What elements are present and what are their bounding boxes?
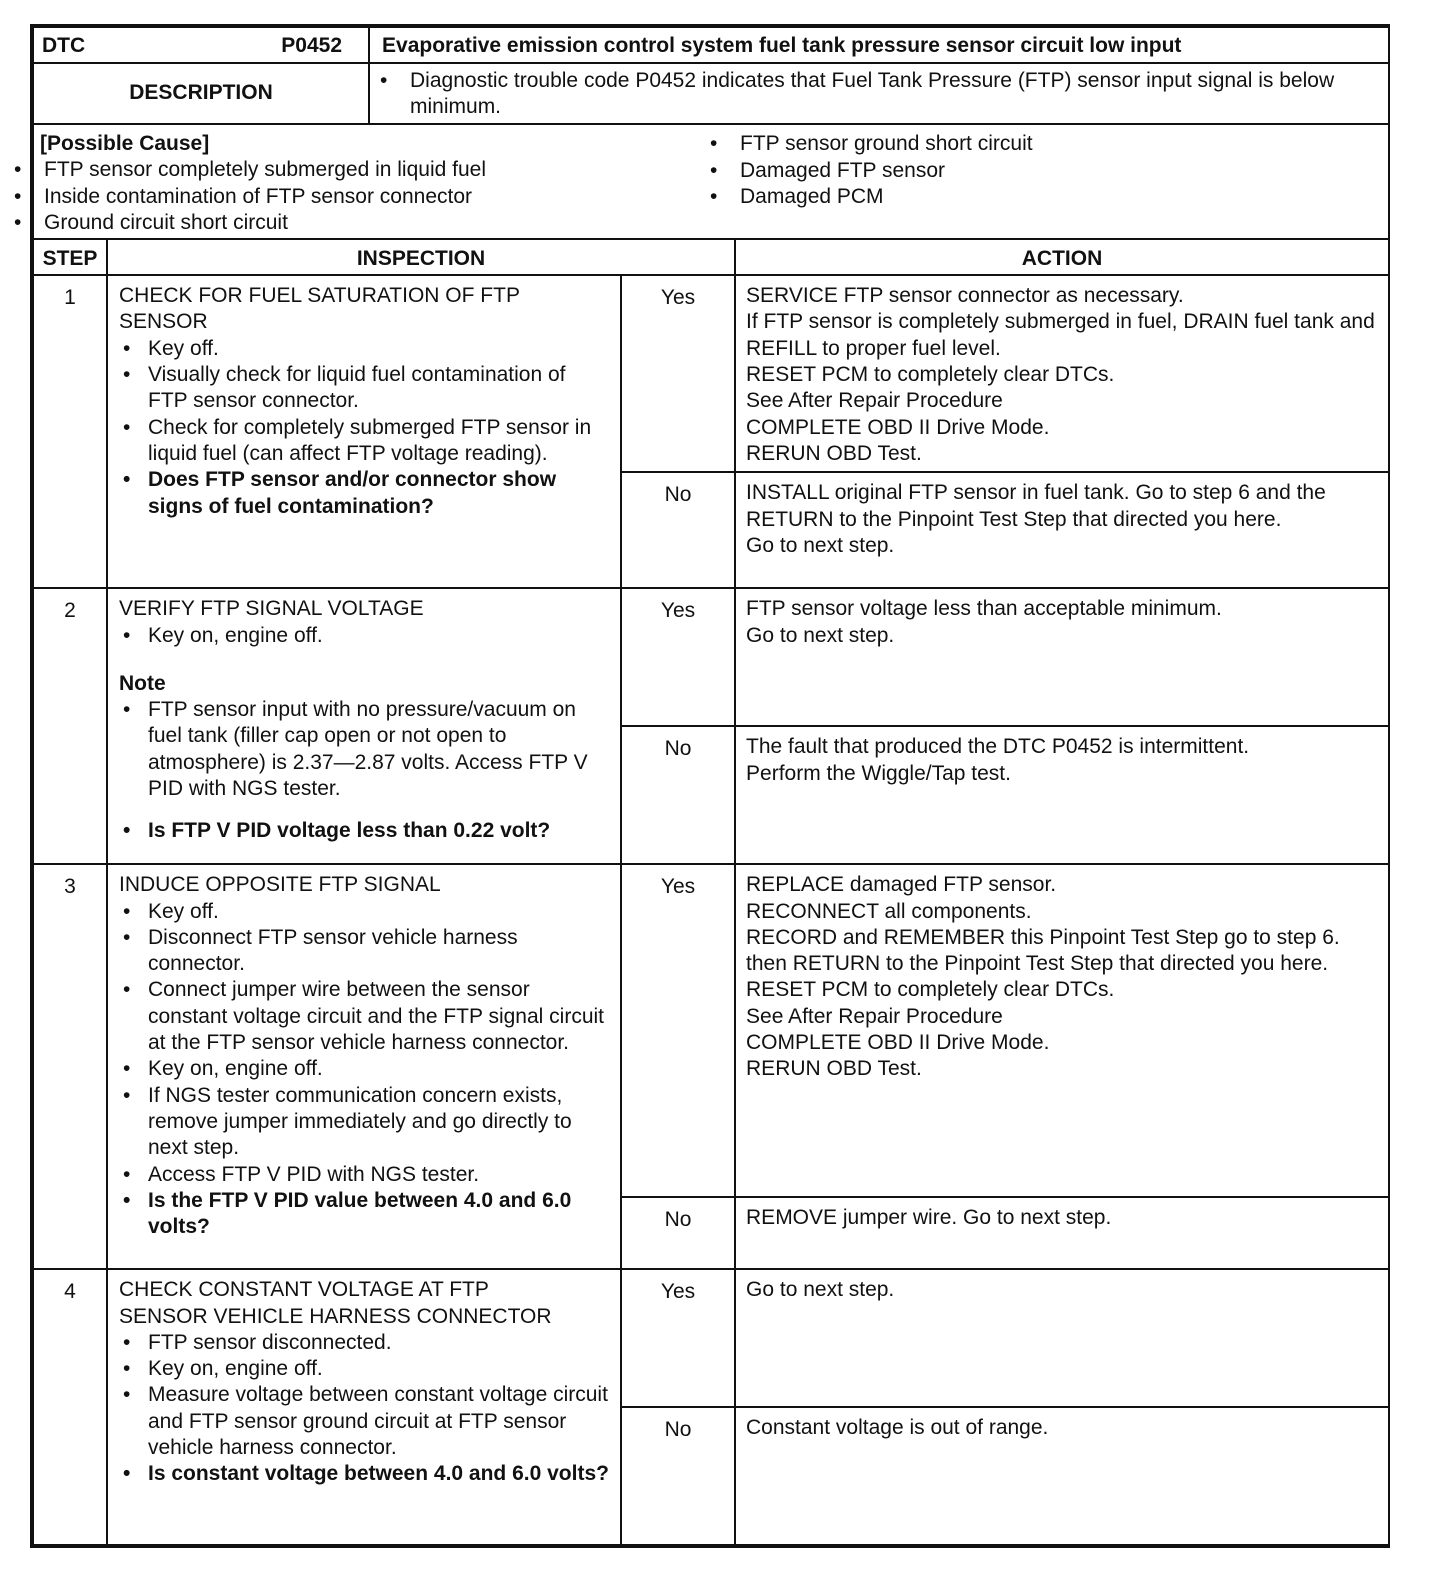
col-action: ACTION [735,239,1389,275]
col-step: STEP [33,239,107,275]
step-2-yes-row [33,588,1389,726]
yes-action [735,588,1389,726]
inspection-bullet: • Access FTP V PID with NGS tester. [119,1162,610,1188]
yes-action [735,275,1389,472]
description-cell [369,63,1389,124]
action-line: COMPLETE OBD II Drive Mode. [746,415,1050,439]
step-title: VERIFY FTP SIGNAL VOLTAGE [119,597,424,621]
note-label: Note [119,671,166,695]
step-title: CHECK FOR FUEL SATURATION OF FTP SENSOR [119,284,520,334]
action-line: RERUN OBD Test. [746,1057,922,1081]
dtc-header-row [33,27,1389,63]
action-line: RECORD and REMEMBER this Pinpoint Test Step go to step 6. then RETURN to the Pinpoint Test Step that directed you here. [746,925,1340,976]
yes-label: Yes [621,864,735,1197]
no-label: No [621,472,735,588]
possible-cause-title: [Possible Cause] [40,132,210,155]
possible-cause-row [33,124,1389,239]
cause-item: • FTP sensor ground short circuit [706,131,1033,157]
step-2-inspection [107,588,621,864]
action-line: The fault that produced the DTC P0452 is intermittent. [746,735,1250,759]
yes-action [735,1269,1389,1407]
action-line: COMPLETE OBD II Drive Mode. [746,1031,1050,1055]
action-line: See After Repair Procedure [746,389,1003,413]
possible-cause-left [10,157,706,236]
inspection-bullet: • Connect jumper wire between the sensor constant voltage circuit and the FTP signal circuit at the FTP sensor vehicle harness connector. [119,977,610,1056]
step-number: 2 [33,588,107,864]
cause-item: • Damaged PCM [706,184,1033,210]
dtc-label: DTC [42,34,86,57]
possible-cause-cell [33,124,1389,239]
step-number: 3 [33,864,107,1269]
yes-label: Yes [621,1269,735,1407]
no-label: No [621,726,735,864]
yes-label: Yes [621,275,735,472]
inspection-question: • Does FTP sensor and/or connector show signs of fuel contamination? [119,467,610,520]
no-label: No [621,1407,735,1545]
inspection-bullet: • Key on, engine off. [119,623,610,649]
inspection-bullet: • If NGS tester communication concern exists, remove jumper immediately and go directly to next step. [119,1083,610,1162]
action-line: Go to next step. [746,623,895,647]
step-number: 1 [33,275,107,588]
action-line: SERVICE FTP sensor connector as necessary. [746,284,1184,308]
step-4-inspection [107,1269,621,1545]
column-header-row [33,239,1389,275]
yes-label: Yes [621,588,735,726]
inspection-bullet: • Disconnect FTP sensor vehicle harness connector. [119,925,610,978]
action-line: FTP sensor voltage less than acceptable minimum. [746,597,1222,621]
inspection-question: • Is FTP V PID voltage less than 0.22 volt? [119,818,610,844]
inspection-question: • Is the FTP V PID value between 4.0 and 6.0 volts? [119,1188,610,1241]
step-title: INDUCE OPPOSITE FTP SIGNAL [119,873,441,897]
no-action [735,1407,1389,1545]
cause-item: • Damaged FTP sensor [706,158,1033,184]
action-line: Go to next step. [746,533,895,557]
inspection-bullet: • Visually check for liquid fuel contamination of FTP sensor connector. [119,362,610,415]
cause-item: • Ground circuit short circuit [10,210,706,236]
step-4-yes-row [33,1269,1389,1407]
action-line: REMOVE jumper wire. Go to next step. [746,1206,1112,1230]
cause-item: • Inside contamination of FTP sensor connector [10,184,706,210]
action-line: Perform the Wiggle/Tap test. [746,761,1011,785]
action-line: RECONNECT all components. [746,899,1032,923]
possible-cause-right [706,131,1033,236]
inspection-bullet: • Key on, engine off. [119,1356,610,1382]
action-line: See After Repair Procedure [746,1004,1003,1028]
inspection-bullet: • FTP sensor disconnected. [119,1330,610,1356]
action-line: INSTALL original FTP sensor in fuel tank. Go to step 6 and the RETURN to the Pinpoint Test Step that directed you here. [746,481,1326,531]
cause-item: • FTP sensor completely submerged in liquid fuel [10,157,706,183]
step-3-yes-row [33,864,1389,1197]
inspection-bullet: • Key off. [119,336,610,362]
inspection-question: • Is constant voltage between 4.0 and 6.0 volts? [119,1461,610,1487]
action-line: Constant voltage is out of range. [746,1416,1049,1440]
action-line: Go to next step. [746,1278,895,1302]
dtc-title: Evaporative emission control system fuel tank pressure sensor circuit low input [369,27,1389,63]
no-action [735,472,1389,588]
action-line: RESET PCM to completely clear DTCs. [746,978,1115,1002]
dtc-table [32,26,1390,1546]
step-title: CHECK CONSTANT VOLTAGE AT FTP SENSOR VEHICLE HARNESS CONNECTOR [119,1278,552,1328]
diagnostic-sheet [30,24,1390,1548]
no-action [735,726,1389,864]
col-inspection: INSPECTION [107,239,735,275]
description-row [33,63,1389,124]
dtc-code: P0452 [281,34,343,57]
inspection-bullet: • Measure voltage between constant voltage circuit and FTP sensor ground circuit at FTP sensor vehicle harness connector. [119,1382,610,1461]
inspection-bullet: • Check for completely submerged FTP sensor in liquid fuel (can affect FTP voltage reading). [119,415,610,468]
yes-action [735,864,1389,1197]
step-number: 4 [33,1269,107,1545]
step-1-inspection [107,275,621,588]
no-action [735,1197,1389,1269]
step-1-yes-row [33,275,1389,472]
description-label: DESCRIPTION [33,63,369,124]
note-bullet: • FTP sensor input with no pressure/vacuum on fuel tank (filler cap open or not open to atmosphere) is 2.37—2.87 volts. Access FTP V PID with NGS tester. [119,697,610,802]
inspection-bullet: • Key on, engine off. [119,1056,610,1082]
step-3-inspection [107,864,621,1269]
action-line: If FTP sensor is completely submerged in fuel, DRAIN fuel tank and REFILL to proper fuel level. [746,310,1375,360]
action-line: RERUN OBD Test. [746,441,922,465]
action-line: RESET PCM to completely clear DTCs. [746,363,1115,387]
dtc-code-cell [33,27,369,63]
action-line: REPLACE damaged FTP sensor. [746,873,1057,897]
inspection-bullet: • Key off. [119,899,610,925]
description-text: • Diagnostic trouble code P0452 indicates that Fuel Tank Pressure (FTP) sensor input signal is below minimum. [376,68,1380,121]
no-label: No [621,1197,735,1269]
